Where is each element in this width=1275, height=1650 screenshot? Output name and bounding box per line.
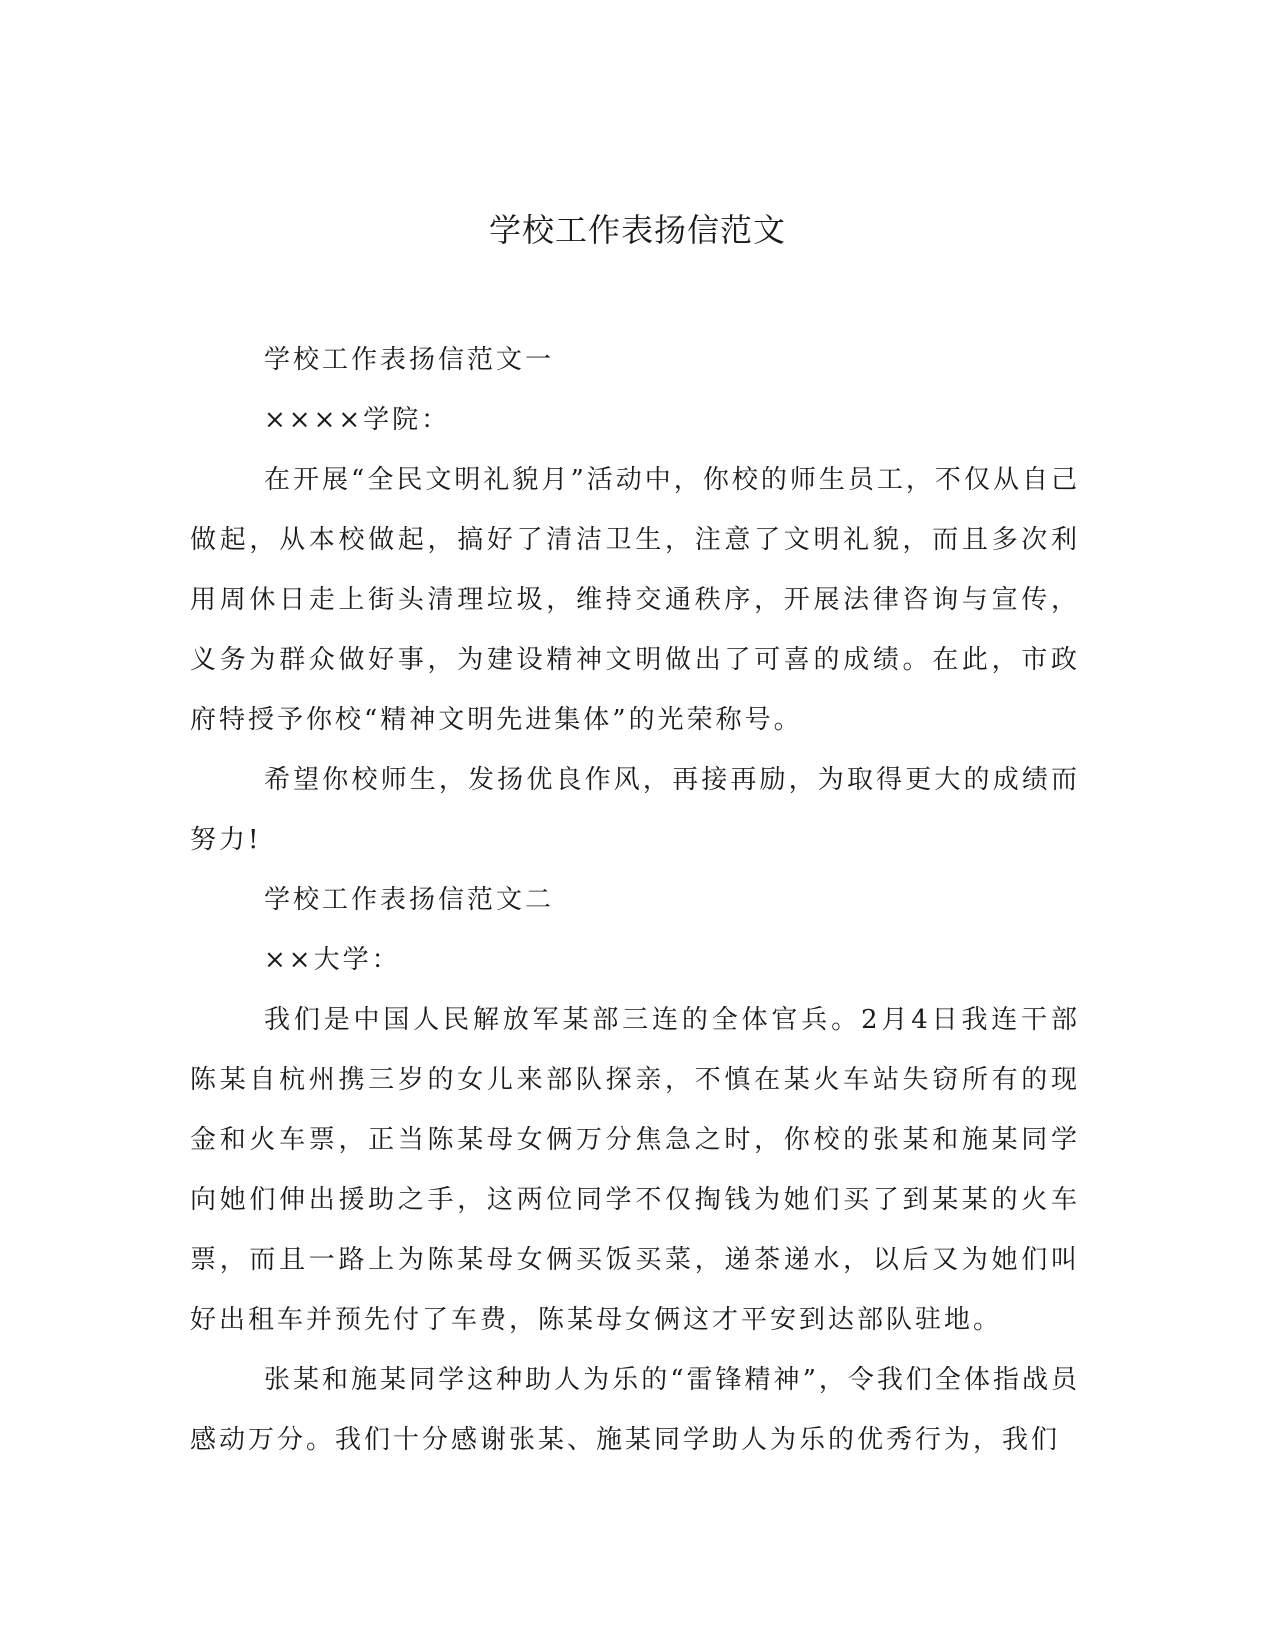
section-heading-1: 学校工作表扬信范文一: [264, 345, 555, 375]
body-paragraph: 在开展“全民文明礼貌月”活动中，你校的师生员工，不仅从自己做起，从本校做起，搞好了清洁卫生，注意了文明礼貌，而且多次利用周休日走上街头清理垃圾，维持交通秩序，开展法律咨询与宣传，义务为群众做好事，为建设精神文明做出了可喜的成绩。在此，市政府特授予你校“精神文明先进集体”的光荣称号。: [190, 465, 1080, 735]
document-body: [190, 330, 1080, 1470]
body-paragraph: 张某和施某同学这种助人为乐的“雷锋精神”，令我们全体指战员感动万分。我们十分感谢张某、施某同学助人为乐的优秀行为，我们: [190, 1365, 1080, 1455]
body-paragraph: 希望你校师生，发扬优良作风，再接再励，为取得更大的成绩而努力!: [190, 765, 1080, 855]
salutation-1: ××××学院：: [264, 405, 451, 435]
section-heading-2: 学校工作表扬信范文二: [264, 885, 555, 915]
salutation-2: ××大学：: [264, 945, 401, 975]
document-title: 学校工作表扬信范文: [488, 211, 786, 249]
body-paragraph: 我们是中国人民解放军某部三连的全体官兵。2月4日我连干部陈某自杭州携三岁的女儿来部队探亲，不慎在某火车站失窃所有的现金和火车票，正当陈某母女俩万分焦急之时，你校的张某和施某同学向她们伸出援助之手，这两位同学不仅掏钱为她们买了到某某的火车票，而且一路上为陈某母女俩买饭买菜，递茶递水，以后又为她们叫好出租车并预先付了车费，陈某母女俩这才平安到达部队驻地。: [190, 1005, 1080, 1335]
